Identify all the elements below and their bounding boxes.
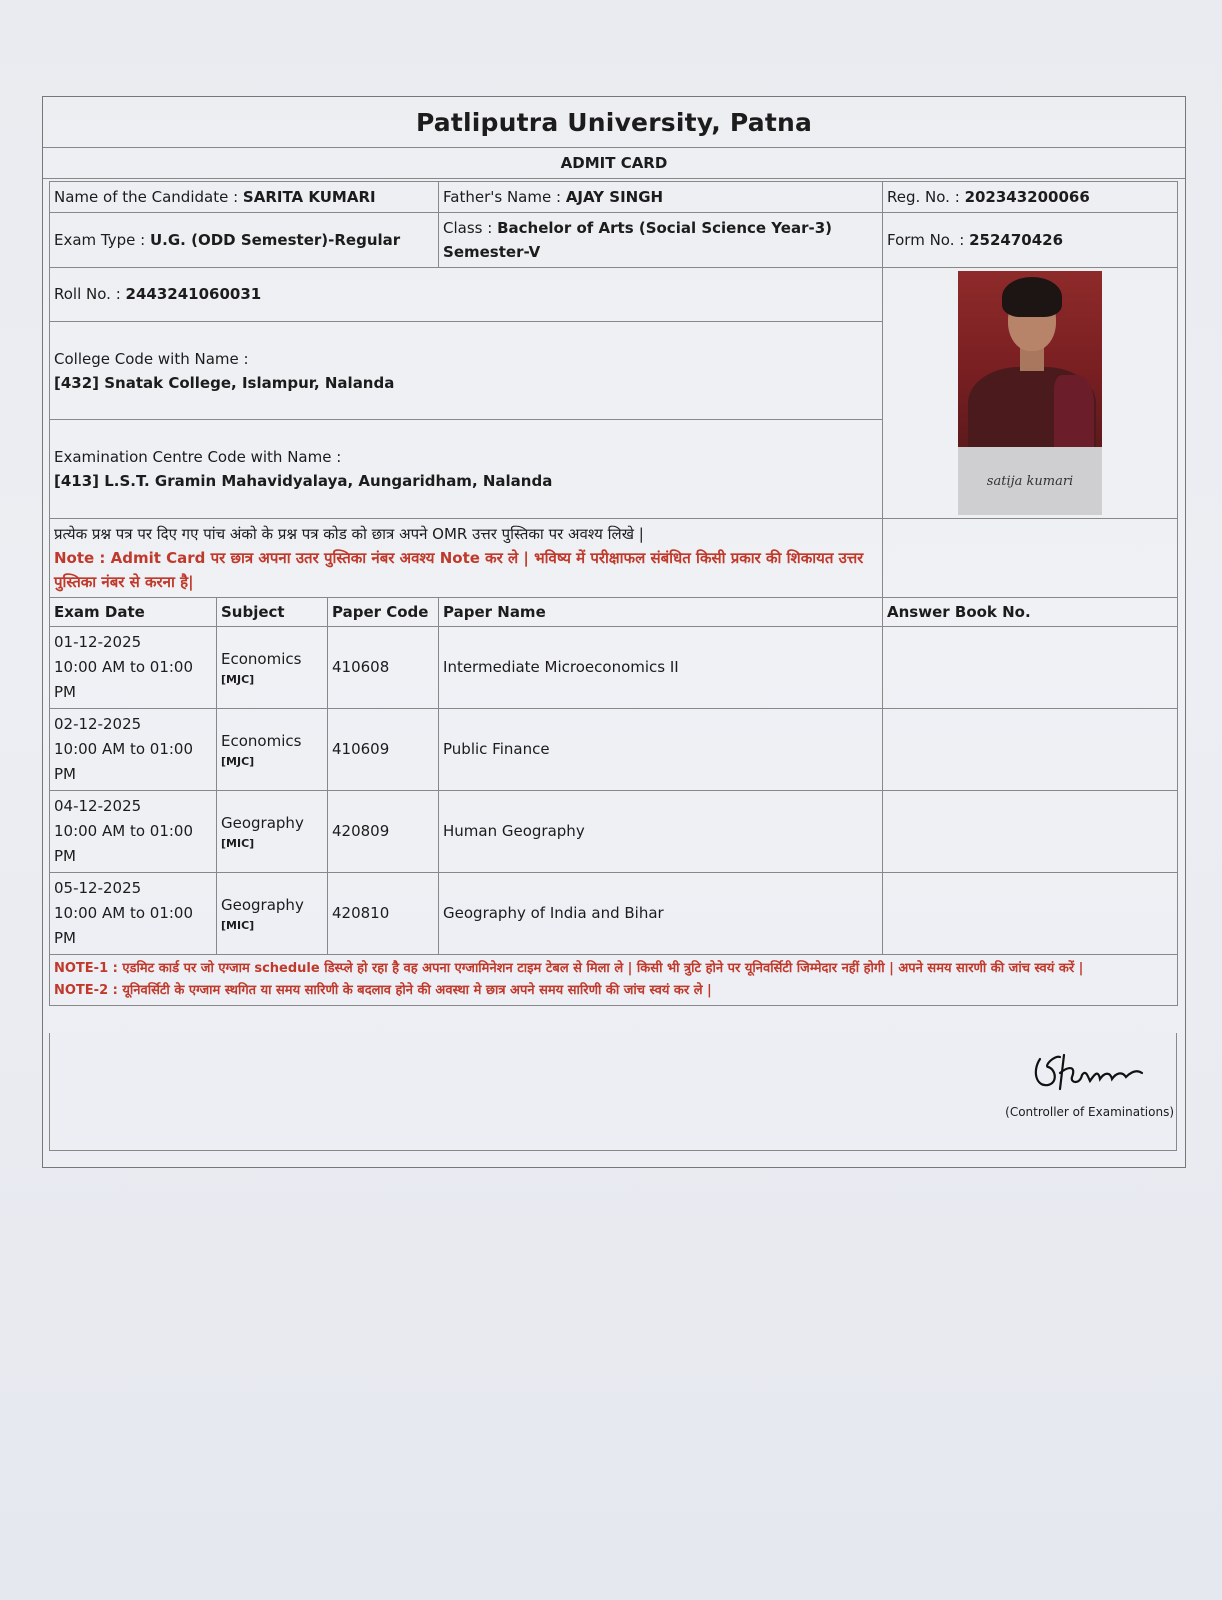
photo-signature: satija kumari [958,447,1102,515]
college-label: College Code with Name : [54,349,249,368]
subject-cell [217,791,328,873]
table-row [50,709,1178,791]
admit-card-table [49,181,1178,1006]
exam-date-cell [50,873,217,955]
university-title: Patliputra University, Patna [43,97,1185,148]
table-row [50,627,1178,709]
answer-book-no [883,791,1178,873]
centre-label: Examination Centre Code with Name : [54,448,342,467]
exam-date: 05-12-2025 [54,879,142,897]
subject-tag: [MIC] [221,837,255,850]
exam-time: 10:00 AM to 01:00 PM [54,822,194,865]
paper-name: Intermediate Microeconomics II [439,627,883,709]
note-1: NOTE-1 : एडमिट कार्ड पर जो एग्जाम schedule डिस्प्ले हो रहा है वह अपना एग्जामिनेशन टाइम टेबल से मिला ले | किसी भी त्रुटि होने पर यूनिवर्सिटी जिम्मेदार नहीं होगी | अपने समय सारणी की जांच स्वयं करें | [54,961,1084,976]
signature-area [49,1033,1177,1151]
header-exam-date: Exam Date [50,598,217,627]
subject-cell [217,709,328,791]
candidate-name: SARITA KUMARI [242,188,376,206]
answer-book-note: Note : Admit Card पर छात्र अपना उतर पुस्तिका नंबर अवश्य Note कर ले | भविष्य में परीक्षाफल संबंधित किसी प्रकार की शिकायत उत्तर पुस्तिका नंबर से करना है| [54,549,864,591]
subject: Economics [221,732,302,750]
exam-date: 02-12-2025 [54,715,142,733]
table-row [50,873,1178,955]
father-name: AJAY SINGH [565,188,664,206]
admit-card-sheet [42,96,1186,1168]
exam-type: U.G. (ODD Semester)-Regular [149,231,401,249]
centre-cell [50,420,883,519]
subject: Geography [221,896,304,914]
reg-no-cell [883,182,1178,213]
form-no-label: Form No. : [887,231,965,249]
subject-cell [217,873,328,955]
exam-time: 10:00 AM to 01:00 PM [54,740,194,783]
exam-type-label: Exam Type : [54,231,146,249]
class-value: Bachelor of Arts (Social Science Year-3) Semester-V [443,219,832,261]
header-subject: Subject [217,598,328,627]
answer-book-no [883,709,1178,791]
exam-date-cell [50,791,217,873]
roll-no-cell [50,268,883,322]
exam-type-cell [50,213,439,268]
paper-code: 420809 [328,791,439,873]
photo-cell [883,268,1178,519]
answer-book-no [883,627,1178,709]
instruction-row [50,519,1178,598]
candidate-row-1 [50,182,1178,213]
college-cell [50,321,883,420]
photo-image [958,271,1102,447]
father-name-label: Father's Name : [443,188,562,206]
subject-cell [217,627,328,709]
subject-tag: [MIC] [221,919,255,932]
subject-tag: [MJC] [221,673,255,686]
exam-date-cell [50,627,217,709]
instruction-cell [50,519,883,598]
form-no-cell [883,213,1178,268]
notes-row [50,955,1178,1006]
omr-instruction: प्रत्येक प्रश्न पत्र पर दिए गए पांच अंको के प्रश्न पत्र कोड को छात्र अपने OMR उत्तर पुस्तिका पर अवश्य लिखे | [54,525,644,543]
subject-tag: [MJC] [221,755,255,768]
candidate-row-2 [50,213,1178,268]
paper-code: 420810 [328,873,439,955]
centre-name: [413] L.S.T. Gramin Mahavidyalaya, Aungaridham, Nalanda [54,472,553,491]
exam-time: 10:00 AM to 01:00 PM [54,904,194,947]
controller-label: (Controller of Examinations) [1005,1105,1174,1119]
paper-name: Public Finance [439,709,883,791]
paper-name: Human Geography [439,791,883,873]
subject: Economics [221,650,302,668]
exam-time: 10:00 AM to 01:00 PM [54,658,194,701]
candidate-photo [958,271,1102,515]
roll-row [50,268,1178,322]
class-cell [439,213,883,268]
college-name: [432] Snatak College, Islampur, Nalanda [54,373,395,392]
paper-code: 410608 [328,627,439,709]
form-no: 252470426 [969,231,1064,249]
reg-no: 202343200066 [964,188,1090,206]
notes-cell [50,955,1178,1006]
class-label: Class : [443,219,493,237]
note-2: NOTE-2 : यूनिवर्सिटी के एग्जाम स्थगित या समय सारिणी के बदलाव होने की अवस्था मे छात्र अपने समय सारिणी की जांच स्वयं कर ले | [54,983,712,998]
exam-table-header [50,598,1178,627]
header-answer-book: Answer Book No. [883,598,1178,627]
header-paper-name: Paper Name [439,598,883,627]
roll-no-label: Roll No. : [54,285,121,304]
exam-date: 04-12-2025 [54,797,142,815]
reg-no-label: Reg. No. : [887,188,960,206]
table-row [50,791,1178,873]
answer-book-no [883,873,1178,955]
exam-date: 01-12-2025 [54,633,142,651]
admit-card-title: ADMIT CARD [43,148,1185,179]
exam-date-cell [50,709,217,791]
instruction-side-cell [883,519,1178,598]
paper-name: Geography of India and Bihar [439,873,883,955]
header-paper-code: Paper Code [328,598,439,627]
candidate-name-cell [50,182,439,213]
roll-no: 2443241060031 [125,285,262,304]
subject: Geography [221,814,304,832]
paper-code: 410609 [328,709,439,791]
candidate-name-label: Name of the Candidate : [54,188,239,206]
controller-signature [1030,1047,1160,1095]
father-name-cell [439,182,883,213]
